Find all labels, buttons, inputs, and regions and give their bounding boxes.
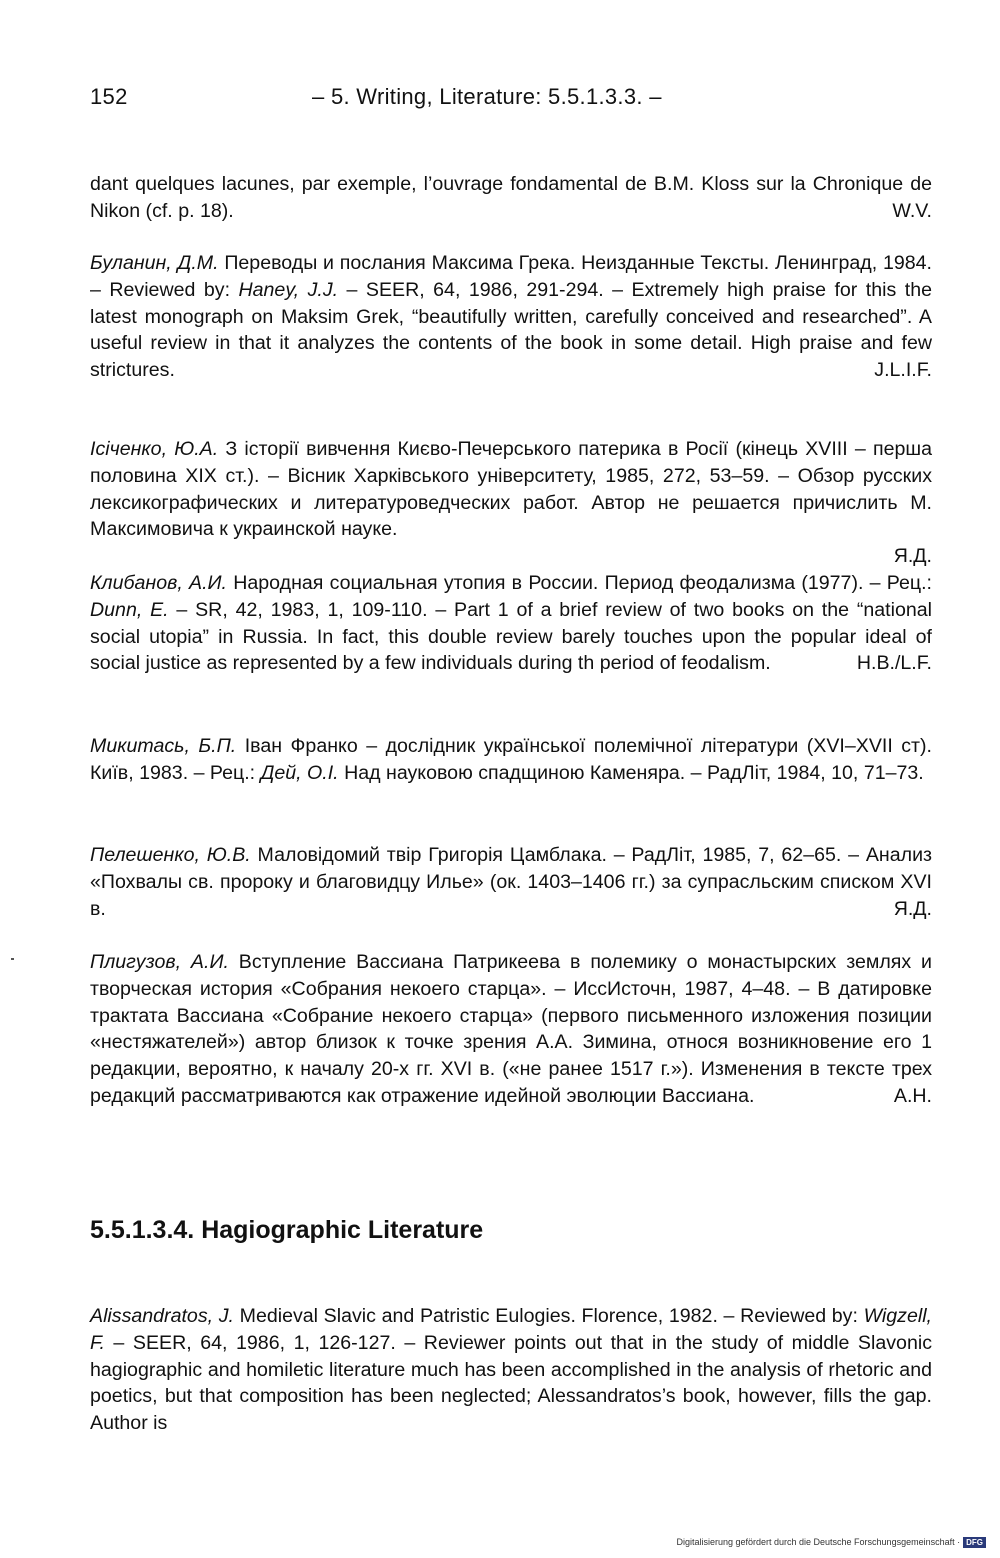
entry-reviewer: Dunn, E. [90, 598, 169, 621]
entry-paragraph [90, 733, 932, 787]
bibliography-entry [90, 1303, 932, 1437]
dfg-logo-icon: DFG [963, 1537, 986, 1548]
entry-text-continued: – SEER, 64, 1986, 1, 126-127. – Reviewer points out that in the study of middle Slavonic hagiographic and homiletic literature much has been accomplished in the analysis of rhetoric and poetics, but that composition has been neglected; Alessandratos’s book, however, fills the gap. Author is [90, 1331, 932, 1435]
bibliography-entry [90, 842, 932, 922]
entry-text-continued: – SEER, 64, 1986, 291-294. – Extremely high praise for this the latest monograph on Maksim Grek, “beautifully written, carefully conceived and researched”. A useful review in that it analyzes the contents of the book in some detail. High praise and few strictures. [90, 278, 932, 382]
bibliography-entry [90, 436, 932, 570]
entry-signature: W.V. [892, 199, 932, 222]
section-heading: 5.5.1.3.4. Hagiographic Literature [90, 1216, 484, 1244]
bibliography-entry [90, 570, 932, 677]
bibliography-entry [90, 250, 932, 384]
entry-paragraph [90, 949, 932, 1110]
entry-text-continued: – SR, 42, 1983, 1, 109-110. – Part 1 of a brief review of two books on the “national social utopia” in Russia. In fact, this double review barely touches upon the popular ideal of social justice as represented by a few individuals during th period of feodalism. [90, 598, 932, 675]
entry-author: Alissandratos, J. [90, 1305, 234, 1327]
entry-signature: J.L.I.F. [874, 359, 932, 382]
running-title: – 5. Writing, Literature: 5.5.1.3.3. – [312, 84, 662, 109]
entry-text: Вступление Вассиана Патрикеева в полемику о монастырских землях и творческая история «Собрания некоего старца». – ИссИсточн, 1987, 4–48. – В датировке трактата Вассиана «Собрание некоего старца» (первого письменного изложения позиции «нестяжателей») автор близок к точке зрения А.А. Зимина, относя возникновение его 1 редакции, вероятно, к началу 20-х гг. XVI в. («не ранее 1517 г.»). Изменения в тексте трех редакций рассматриваются как отражение идейной эволюции Вассиана. [90, 951, 932, 1107]
entry-paragraph [90, 171, 932, 225]
running-header [90, 84, 910, 124]
entry-text: Іван Франко – дослідник української полемічної літератури (XVI–XVII ст). Київ, 1983. – Рец.: [90, 735, 932, 784]
entry-signature: Я.Д. [893, 545, 932, 568]
footer-text: Digitalisierung gefördert durch die Deutsche Forschungsgemeinschaft · [676, 1537, 961, 1547]
entry-author: Пелешенко, Ю.В. [90, 844, 251, 866]
entry-text: Переводы и послания Максима Грека. Неизданные Тексты. Ленинград, 1984. – Reviewed by: [90, 252, 932, 301]
entry-signature: Я.Д. [893, 897, 932, 920]
entry-text: З історії вивчення Києво-Печерського патерика в Росії (кінець XVIII – перша половина XIX ст.). – Вісник Харківського університету, 1985, 272, 53–59. – Обзор русских лексикографических и литературоведческих работ. Автор не решается причислить М. Максимовича к украинской науке. [90, 438, 932, 541]
entry-paragraph [90, 250, 932, 384]
bibliography-entry [90, 949, 932, 1110]
entry-text: Маловідомий твір Григорія Цамблака. – РадЛіт, 1985, 7, 62–65. – Анализ «Похвалы св. пророку и благовидцу Илье» (ок. 1403–1406 гг.) за супрасльским списком XVI в. [90, 844, 932, 920]
entry-paragraph [90, 570, 932, 677]
entry-paragraph [90, 842, 932, 922]
entry-author: Клибанов, А.И. [90, 572, 227, 594]
entry-text: Medieval Slavic and Patristic Eulogies. Florence, 1982. – Reviewed by: [233, 1305, 864, 1327]
entry-author: Ісіченко, Ю.А. [90, 438, 219, 460]
entry-text: dant quelques lacunes, par exemple, l’ouvrage fondamental de B.M. Kloss sur la Chronique de Nikon (cf. p. 18). [90, 173, 932, 222]
entry-author: Буланин, Д.М. [90, 252, 219, 274]
entry-paragraph [90, 1303, 932, 1437]
entry-reviewer: Haney, J.J. [238, 278, 339, 301]
page-number: 152 [90, 84, 128, 109]
entry-reviewer: Wigzell, F. [90, 1305, 932, 1354]
entry-signature: H.B./L.F. [856, 652, 932, 675]
entry-author: Микитась, Б.П. [90, 735, 237, 757]
entry-signature: А.Н. [893, 1084, 932, 1107]
entry-paragraph [90, 436, 932, 543]
bibliography-entry [90, 733, 932, 787]
entry-text-continued: Над науковою спадщиною Каменяра. – РадЛіт, 1984, 10, 71–73. [338, 761, 924, 784]
scan-speck [11, 958, 14, 960]
entry-author: Плигузов, А.И. [90, 951, 229, 973]
entry-continuation [90, 171, 932, 225]
entry-reviewer: Дей, О.І. [260, 761, 339, 784]
entry-text: Народная социальная утопия в России. Период феодализма (1977). – Рец.: [226, 572, 932, 594]
digitization-footer [676, 1537, 986, 1548]
